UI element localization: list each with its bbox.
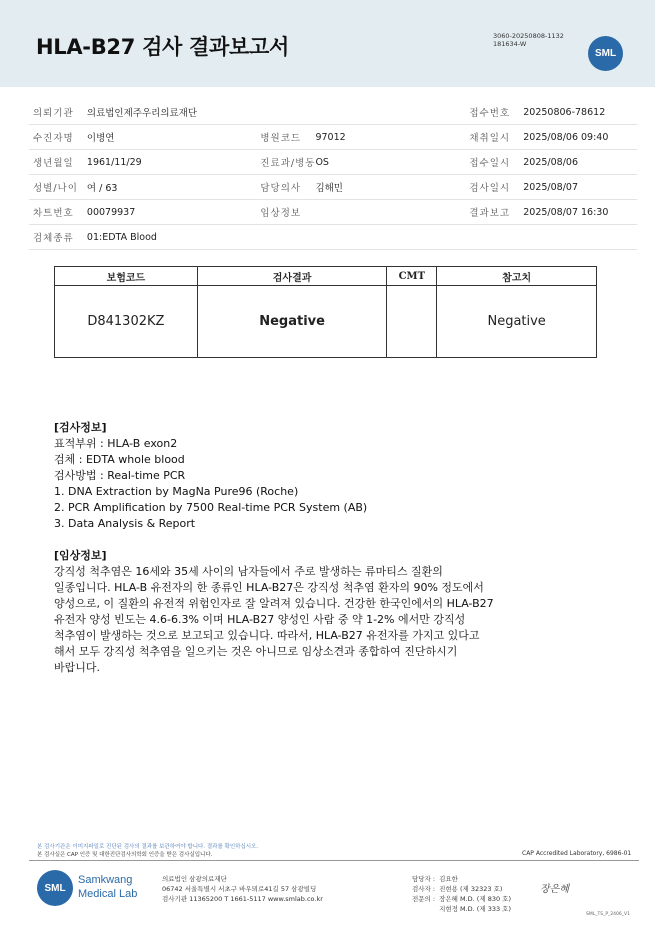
info-value (315, 100, 465, 125)
info-value: 2025/08/06 (523, 150, 637, 175)
test-result-value: Negative (197, 286, 387, 358)
org-line: 검사기관 11365200 T 1661-5117 www.smlab.co.kr (162, 895, 323, 903)
clinical-info-heading: [임상정보] (54, 549, 107, 562)
test-info-line: 1. DNA Extraction by MagNa Pure96 (Roche) (54, 485, 299, 498)
staff-table (412, 874, 515, 914)
header-test-result: 검사결과 (197, 267, 387, 286)
info-value: 김해민 (315, 175, 465, 200)
org-line: 06742 서울특별시 서초구 바우뫼로41길 57 삼광빌딩 (162, 885, 317, 893)
staff-role: 전문의 : (412, 895, 436, 903)
clinical-info-line: 강직성 척추염은 16세와 35세 사이의 남자들에서 주로 발생하는 류마티스 질환의 (54, 565, 443, 578)
test-info-line: 2. PCR Amplification by 7500 Real-time PCR System (AB) (54, 501, 368, 514)
info-row (29, 125, 637, 150)
info-label: 성별/나이 (29, 175, 87, 200)
info-value (523, 225, 637, 250)
cap-accreditation: CAP Accredited Laboratory, 6986-01 (522, 850, 632, 857)
patient-info-table (29, 100, 637, 250)
staff-role (412, 904, 439, 914)
footer-divider (29, 860, 639, 861)
report-title: HLA-B27 검사 결과보고서 (36, 35, 289, 59)
info-label: 검사일시 (465, 175, 523, 200)
test-info-line: 표적부위 : HLA-B exon2 (54, 437, 178, 450)
info-value: 01:EDTA Blood (87, 225, 256, 250)
barcode-line-1: 3060-20250808-1132 (493, 32, 564, 40)
info-value: 1961/11/29 (87, 150, 256, 175)
result-table (54, 266, 597, 358)
info-label: 담당의사 (256, 175, 315, 200)
info-value: 2025/08/07 16:30 (523, 200, 637, 225)
info-value: 00079937 (87, 200, 256, 225)
clinical-info-line: 유전자 양성 빈도는 4.6-6.3% 이며 HLA-B27 양성인 사람 중 약 1-2% 에서만 강직성 (54, 613, 466, 626)
org-line: 의료법인 삼광의료재단 (162, 875, 227, 883)
info-label: 의뢰기관 (29, 100, 87, 125)
info-label (256, 100, 315, 125)
clinical-info-line: 척추염이 발생하는 것으로 보고되고 있습니다. 따라서, HLA-B27 유전자를 가지고 있다고 (54, 629, 480, 642)
clinical-info-line: 바랍니다. (54, 661, 101, 674)
insurance-code-value: D841302KZ (55, 286, 198, 358)
info-value: 의료법인제주우리의료재단 (87, 100, 256, 125)
test-info-heading: [검사정보] (54, 421, 107, 434)
info-label: 접수번호 (465, 100, 523, 125)
form-code: SML_TS_P_2406_V1 (586, 912, 630, 917)
info-label: 결과보고 (465, 200, 523, 225)
header-reference: 참고치 (437, 267, 597, 286)
staff-name: 진현용 (제 32323 호) (439, 885, 503, 893)
staff-row (412, 904, 515, 914)
info-row (29, 175, 637, 200)
sml-footer-logo-icon: SML (37, 870, 73, 906)
info-label: 수진자명 (29, 125, 87, 150)
header-cmt: CMT (387, 267, 437, 286)
info-value: 20250806-78612 (523, 100, 637, 125)
staff-role: 담당자 : (412, 875, 436, 883)
footer-note-2: 본 검사실은 CAP 인증 및 대한진단검사의학회 인증을 받은 검사실입니다. (37, 852, 213, 858)
info-label (256, 225, 315, 250)
info-row (29, 225, 637, 250)
info-label: 차트번호 (29, 200, 87, 225)
footer-note-1: 본 검사기관은 이미지파일로 진단된 검사의 결과를 보관하여야 합니다. 결과를 확인하십시오. (37, 844, 259, 850)
info-label: 병원코드 (256, 125, 315, 150)
result-row (55, 286, 597, 358)
staff-row (412, 884, 515, 894)
clinical-info-section (54, 548, 494, 676)
staff-row (412, 874, 515, 884)
cmt-value (387, 286, 437, 358)
info-label: 접수일시 (465, 150, 523, 175)
info-value: 97012 (315, 125, 465, 150)
info-label: 생년월일 (29, 150, 87, 175)
header-insurance-code: 보험코드 (55, 267, 198, 286)
barcode-line-2: 181634-W (493, 40, 527, 48)
info-label: 진료과/병동 (256, 150, 315, 175)
clinical-info-line: 양성으로, 이 질환의 유전적 위험인자로 잘 알려져 있습니다. 건강한 한국인에서의 HLA-B27 (54, 597, 494, 610)
brand-line-1: Samkwang (78, 874, 133, 886)
reference-value: Negative (437, 286, 597, 358)
info-label: 검체종류 (29, 225, 87, 250)
info-value: 이병연 (87, 125, 256, 150)
info-row (29, 200, 637, 225)
signature-mark: 장은혜 (540, 884, 569, 895)
test-info-section (54, 420, 367, 532)
staff-name: 장은혜 M.D. (제 830 호) (439, 895, 511, 903)
test-info-line: 검사방법 : Real-time PCR (54, 469, 186, 482)
info-value: OS (315, 150, 465, 175)
sml-logo-icon: SML (588, 36, 623, 71)
clinical-info-line: 일종입니다. HLA-B 유전자의 한 종류인 HLA-B27은 강직성 척추염 환자의 90% 정도에서 (54, 581, 484, 594)
info-row (29, 150, 637, 175)
result-header-row (55, 267, 597, 286)
staff-role: 검사자 : (412, 885, 436, 893)
test-info-line: 검체 : EDTA whole blood (54, 453, 185, 466)
footer-notes (37, 843, 258, 859)
organization-info (162, 874, 323, 904)
brand-name (78, 873, 137, 901)
info-row (29, 100, 637, 125)
test-info-line: 3. Data Analysis & Report (54, 517, 196, 530)
brand-line-2: Medical Lab (78, 888, 138, 900)
info-label (465, 225, 523, 250)
info-value (315, 225, 465, 250)
info-label: 채취일시 (465, 125, 523, 150)
info-value: 2025/08/06 09:40 (523, 125, 637, 150)
info-label: 임상정보 (256, 200, 315, 225)
info-value: 2025/08/07 (523, 175, 637, 200)
info-value: 여 / 63 (87, 175, 256, 200)
staff-name: 지현정 M.D. (제 333 호) (439, 905, 511, 913)
clinical-info-line: 해서 모두 강직성 척추염을 일으키는 것은 아니므로 임상소견과 종합하여 진단하시기 (54, 645, 458, 658)
staff-name: 김요한 (439, 875, 458, 883)
info-value (315, 200, 465, 225)
staff-row (412, 894, 515, 904)
barcode-text (493, 32, 564, 48)
